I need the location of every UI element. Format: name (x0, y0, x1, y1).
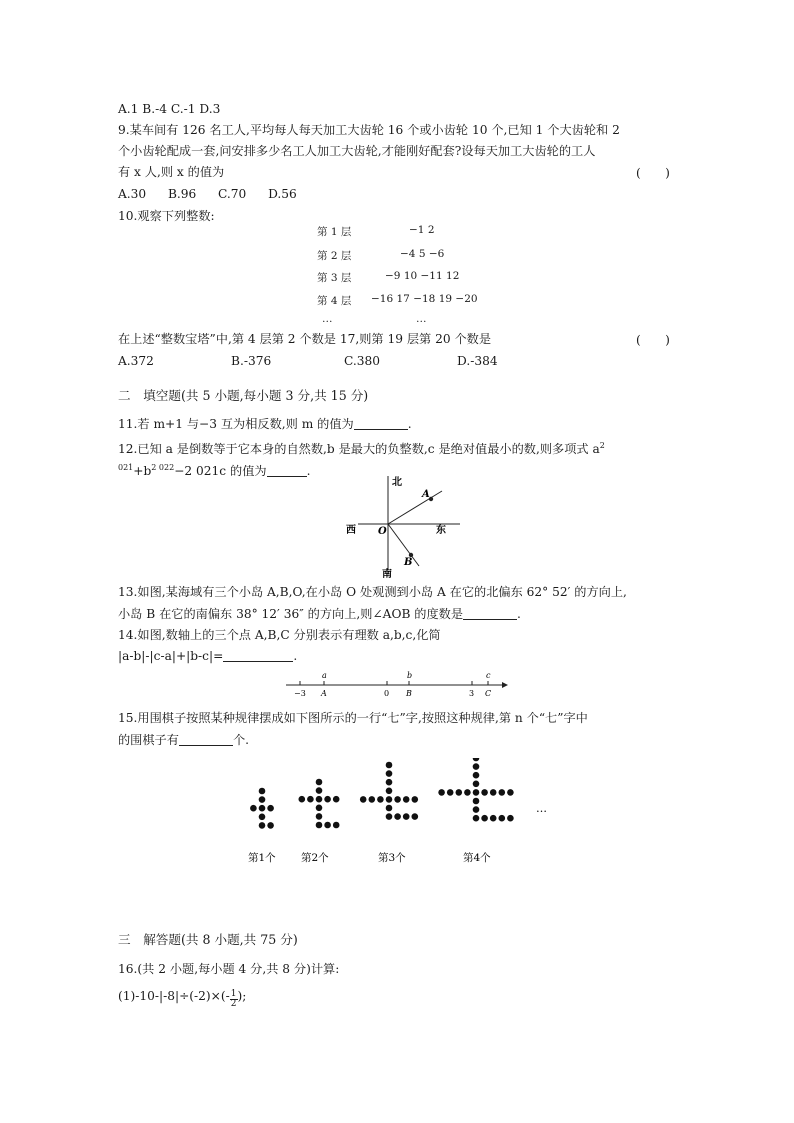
go-stone (403, 813, 410, 820)
number-line-arrow (502, 682, 508, 688)
pyramid-row-label-1: 第 1 层 (317, 226, 352, 238)
go-stone (473, 772, 480, 779)
go-stone (464, 789, 471, 796)
pyramid-ellipsis-right: … (416, 313, 427, 325)
q13-answer-blank[interactable] (463, 607, 517, 620)
go-stone (473, 789, 480, 796)
q10-option-a: A.372 (118, 354, 154, 368)
q12-sup1: 2 (599, 441, 605, 450)
q9-options (118, 186, 297, 202)
go-stone (259, 796, 266, 803)
label-c: C (485, 689, 492, 698)
q9-option-c: C.70 (218, 187, 247, 201)
label-west: 西 (346, 525, 356, 536)
q14-answer-blank[interactable] (223, 649, 293, 662)
q10-option-d: D.-384 (457, 354, 498, 368)
go-stone (259, 805, 266, 812)
label-a: A (321, 689, 327, 698)
q14-expression: |a-b|-|c-a|+|b-c|= (118, 649, 224, 663)
go-stone (267, 805, 274, 812)
var-c: c (486, 671, 491, 680)
go-stone (316, 813, 323, 820)
q9-answer-paren: ( ) (636, 166, 670, 180)
go-stone (386, 788, 393, 795)
pyramid-ellipsis-left: … (322, 313, 333, 325)
pyramid-row-nums-4: −16 17 −18 19 −20 (371, 293, 478, 305)
q12-end: . (306, 464, 311, 479)
q12-line1 (118, 438, 605, 457)
go-stone (324, 796, 331, 803)
pyramid-row-label-2: 第 2 层 (317, 250, 352, 262)
pattern-ellipsis: … (536, 802, 547, 815)
go-stone (333, 796, 340, 803)
go-stone (499, 815, 506, 822)
section3-title: 三 解答题(共 8 小题,共 75 分) (118, 932, 298, 947)
label-point-a: A (422, 489, 430, 500)
fraction-one-half (230, 990, 238, 1009)
go-stone (386, 813, 393, 820)
q10-stem: 10.观察下列整数: (118, 209, 215, 223)
go-stone (490, 815, 497, 822)
go-stone (259, 788, 266, 795)
q13-end: . (517, 607, 521, 621)
q14-line1: 14.如图,数轴上的三个点 A,B,C 分别表示有理数 a,b,c,化简 (118, 628, 441, 642)
q12-sup2: 2 022 (151, 463, 175, 472)
caption-4: 第4个 (463, 852, 491, 864)
q12-answer-blank[interactable] (267, 464, 307, 477)
q9-option-d: D.56 (268, 187, 297, 201)
go-stone (507, 789, 514, 796)
go-stone (394, 796, 401, 803)
var-b: b (407, 671, 413, 680)
go-stone (481, 789, 488, 796)
pyramid-row-nums-2: −4 5 −6 (400, 248, 445, 260)
q16-part1-text: (1)-10-|-8|÷(-2)×(- (118, 989, 230, 1003)
go-stone (403, 796, 410, 803)
go-stone (299, 796, 306, 803)
q9-option-a: A.30 (118, 187, 147, 201)
label-east: 东 (436, 525, 446, 536)
go-stone (490, 789, 497, 796)
go-stone (473, 781, 480, 788)
label-point-b: B (404, 557, 413, 568)
q16-part1 (118, 988, 246, 1009)
q9-line3: 有 x 人,则 x 的值为 (118, 165, 225, 179)
section2-title: 二 填空题(共 5 小题,每小题 3 分,共 15 分) (118, 388, 369, 403)
q16-part1-end: ); (237, 989, 247, 1003)
go-stone (456, 789, 463, 796)
go-stone (360, 796, 367, 803)
go-stone (394, 813, 401, 820)
go-stone (473, 815, 480, 822)
go-stone (386, 779, 393, 786)
go-stone (412, 813, 419, 820)
fraction-denominator: 2 (230, 999, 237, 1009)
go-stone (307, 796, 314, 803)
caption-2: 第2个 (301, 852, 329, 864)
label-origin: O (378, 526, 387, 537)
go-stone (316, 822, 323, 829)
number-line (284, 670, 510, 700)
q8-options: A.1 B.-4 C.-1 D.3 (118, 102, 221, 116)
go-stone (507, 815, 514, 822)
go-stone (259, 822, 266, 829)
go-stone (481, 815, 488, 822)
go-stone (473, 806, 480, 813)
var-a: a (322, 671, 327, 680)
q9-line1: 9.某车间有 126 名工人,平均每人每天加工大齿轮 16 个或小齿轮 10 个,已知 1 个大齿轮和 2 (118, 123, 620, 137)
q15-line2-text: 的围棋子有 (118, 733, 179, 747)
go-stone (316, 805, 323, 812)
q15-answer-blank[interactable] (179, 733, 233, 746)
q10-option-c: C.380 (344, 354, 381, 368)
q13-line2-text: 小岛 B 在它的南偏东 38° 12′ 36″ 的方向上,则∠AOB 的度数是 (118, 607, 464, 621)
go-stone (499, 789, 506, 796)
go-stone-patterns (240, 758, 560, 868)
q13-line1: 13.如图,某海域有三个小岛 A,B,O,在小岛 O 处观测到小岛 A 在它的北偏东 62° 52′ 的方向上, (118, 585, 627, 599)
compass-diagram (340, 474, 460, 580)
q11-end: . (407, 417, 412, 431)
go-stone-dots (250, 758, 514, 829)
tick-label-3: 3 (469, 689, 475, 698)
pyramid-row-nums-3: −9 10 −11 12 (385, 270, 460, 282)
go-stone (250, 805, 257, 812)
go-stone (259, 814, 266, 821)
q11-text: 11.若 m+1 与−3 互为相反数,则 m 的值为 (118, 417, 354, 431)
q12-line2 (118, 460, 310, 479)
q12-exp-021: 021 (118, 463, 134, 472)
q15-line2-end: 个. (232, 733, 249, 747)
go-stone (473, 798, 480, 805)
q15-line1: 15.用围棋子按照某种规律摆成如下图所示的一行“七”字,按照这种规律,第 n 个“七”字中 (118, 711, 588, 725)
go-stone (473, 758, 480, 761)
tick-label-neg3: −3 (294, 689, 306, 698)
go-stone (324, 822, 331, 829)
q11 (118, 416, 412, 432)
q10-option-b: B.-376 (231, 354, 272, 368)
q11-answer-blank[interactable] (354, 417, 408, 430)
q9-line2: 个小齿轮配成一套,问安排多少名工人加工大齿轮,才能刚好配套?设每天加工大齿轮的工人 (118, 144, 596, 158)
q10-answer-paren: ( ) (636, 333, 670, 347)
q13-line2 (118, 606, 521, 622)
q12-line1-text: 12.已知 a 是倒数等于它本身的自然数,b 是最大的负整数,c 是绝对值最小的数,则多项式 a (118, 442, 600, 457)
go-stone (316, 787, 323, 794)
q14-end: . (293, 649, 298, 663)
q12-line2-text: −2 021c 的值为 (174, 464, 267, 479)
q10-question: 在上述“整数宝塔”中,第 4 层第 2 个数是 17,则第 19 层第 20 个数是 (118, 332, 492, 346)
go-stone (473, 763, 480, 770)
q9-option-b: B.96 (167, 187, 197, 201)
tick-label-0: 0 (384, 689, 390, 698)
go-stone (333, 822, 340, 829)
go-stone (369, 796, 376, 803)
go-stone (386, 762, 393, 769)
caption-1: 第1个 (248, 852, 276, 864)
go-stone (267, 822, 274, 829)
go-stone (377, 796, 384, 803)
q14-line2 (118, 648, 297, 664)
q15-line2 (118, 732, 249, 748)
fraction-numerator: 1 (230, 989, 237, 999)
pyramid-row-label-4: 第 4 层 (317, 295, 352, 307)
q12-b-term: +b (133, 464, 152, 479)
label-b: B (406, 689, 412, 698)
go-stone (316, 796, 323, 803)
go-stone (386, 805, 393, 812)
go-stone (438, 789, 445, 796)
caption-3: 第3个 (378, 852, 406, 864)
go-stone (386, 770, 393, 777)
ray-oa (388, 491, 442, 524)
go-stone (412, 796, 419, 803)
label-north: 北 (392, 477, 402, 488)
go-stone (316, 779, 323, 786)
q16-stem: 16.(共 2 小题,每小题 4 分,共 8 分)计算: (118, 962, 340, 976)
pyramid-row-label-3: 第 3 层 (317, 272, 352, 284)
go-stone (386, 796, 393, 803)
pyramid-row-nums-1: −1 2 (409, 224, 435, 236)
go-stone (447, 789, 454, 796)
label-south: 南 (382, 569, 392, 580)
